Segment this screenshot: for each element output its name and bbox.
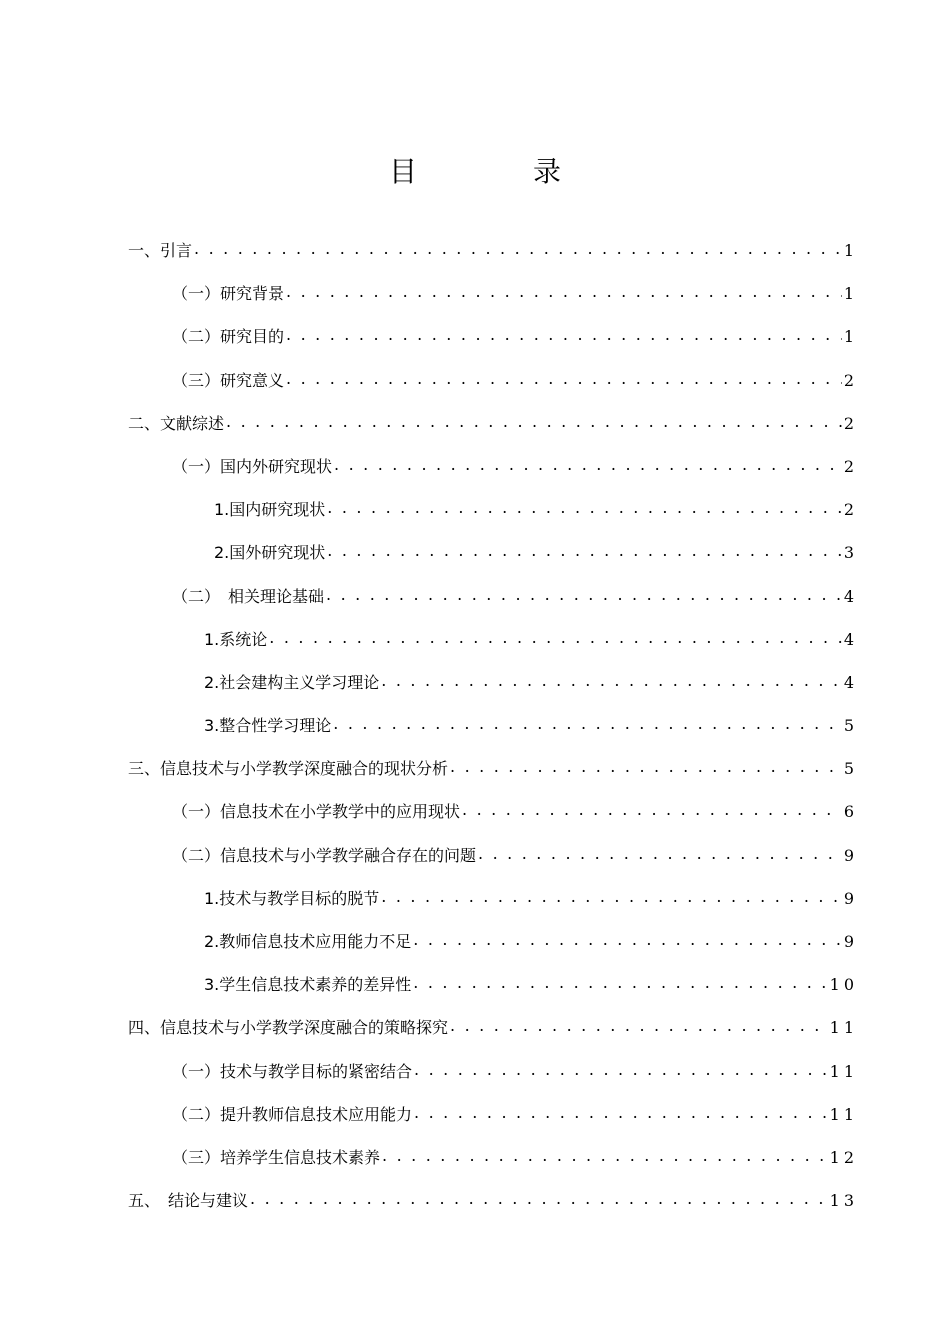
toc-entry-label: 3.学生信息技术素养的差异性 — [204, 975, 412, 995]
toc-entry-page-number: 2 — [843, 413, 858, 433]
toc-entry-page-number: 11 — [829, 1018, 858, 1038]
toc-entry-label: 3.整合性学习理论 — [204, 716, 332, 736]
toc-entry-page-number: 2 — [843, 456, 858, 476]
toc-entry-page-number: 3 — [843, 543, 858, 563]
toc-entry-dot-leader — [286, 357, 842, 400]
toc-entry[interactable] — [128, 1006, 858, 1049]
toc-entry-dot-leader — [450, 745, 842, 788]
toc-entry-page-number: 9 — [843, 888, 858, 908]
toc-entry[interactable] — [128, 488, 858, 531]
toc-entry[interactable] — [128, 1050, 858, 1093]
toc-entry-page-number: 1 — [843, 327, 858, 347]
toc-entry-label: （一）研究背景 — [172, 284, 285, 304]
toc-entry-label: 1.系统论 — [204, 629, 268, 649]
toc-entry-dot-leader — [286, 270, 842, 313]
toc-entry-page-number: 9 — [843, 932, 858, 951]
toc-entry-dot-leader — [381, 875, 842, 918]
toc-entry-dot-leader — [326, 573, 842, 616]
toc-entry-page-number: 5 — [843, 716, 858, 736]
toc-entry-page-number: 4 — [843, 672, 858, 692]
toc-entry-page-number: 1 — [843, 284, 858, 304]
toc-entry-dot-leader — [413, 918, 842, 961]
toc-entry-label: （二）信息技术与小学教学融合存在的问题 — [172, 845, 477, 865]
toc-entry[interactable] — [128, 272, 858, 315]
toc-entry-dot-leader — [414, 1091, 828, 1134]
toc-entry-page-number: 2 — [843, 370, 858, 390]
toc-entry-dot-leader — [462, 788, 842, 831]
toc-entry-label: 2.国外研究现状 — [214, 543, 326, 563]
toc-entry-label: （一）信息技术在小学教学中的应用现状 — [172, 802, 461, 822]
toc-entry[interactable] — [128, 790, 858, 833]
toc-entry[interactable] — [128, 704, 858, 747]
toc-entry-page-number: 10 — [829, 975, 858, 995]
toc-entry-label: 1.技术与教学目标的脱节 — [204, 888, 380, 908]
toc-entry-label: 三、信息技术与小学教学深度融合的现状分析 — [128, 759, 449, 779]
toc-entry-label: （二）提升教师信息技术应用能力 — [172, 1104, 413, 1124]
toc-entry-page-number: 6 — [843, 802, 858, 822]
toc-entry[interactable] — [128, 575, 858, 618]
toc-entry-label: （三）培养学生信息技术素养 — [172, 1147, 381, 1167]
toc-entry-dot-leader — [478, 832, 842, 875]
toc-entry-page-number: 13 — [829, 1191, 858, 1211]
toc-entry[interactable] — [128, 1136, 858, 1179]
toc-entry[interactable] — [128, 1093, 858, 1136]
toc-entry-label: 1.国内研究现状 — [214, 500, 326, 520]
toc-entry[interactable] — [128, 1179, 858, 1222]
toc-entry-dot-leader — [333, 702, 842, 745]
toc-entry-page-number: 11 — [829, 1104, 858, 1124]
toc-entry[interactable] — [128, 445, 858, 488]
toc-entry-page-number: 9 — [843, 845, 858, 865]
toc-entry[interactable] — [128, 359, 858, 402]
toc-entry-label: 二、文献综述 — [128, 413, 225, 433]
toc-entry-label: （二）研究目的 — [172, 327, 285, 347]
toc-entry-label: 五、 结论与建议 — [128, 1191, 249, 1211]
toc-entry-label: （二） 相关理论基础 — [172, 586, 325, 606]
toc-entry-dot-leader — [327, 529, 842, 572]
toc-entry-label: （一）技术与教学目标的紧密结合 — [172, 1061, 413, 1081]
toc-entry[interactable] — [128, 661, 858, 704]
toc-entry[interactable] — [128, 834, 858, 877]
toc-entry[interactable] — [128, 315, 858, 358]
table-of-contents — [128, 229, 858, 1222]
toc-entry-dot-leader — [334, 443, 842, 486]
toc-entry[interactable] — [128, 920, 858, 963]
toc-entry-label: 四、信息技术与小学教学深度融合的策略探究 — [128, 1018, 449, 1038]
toc-entry-dot-leader — [327, 486, 842, 529]
toc-entry[interactable] — [128, 531, 858, 574]
toc-entry[interactable] — [128, 618, 858, 661]
toc-entry-dot-leader — [194, 227, 842, 270]
toc-entry-dot-leader — [226, 400, 842, 443]
toc-entry-page-number: 4 — [843, 629, 858, 649]
toc-entry-dot-leader — [381, 659, 842, 702]
toc-entry-dot-leader — [413, 961, 827, 1004]
toc-entry-page-number: 1 — [843, 241, 858, 260]
toc-entry-dot-leader — [450, 1004, 828, 1047]
toc-entry-page-number: 12 — [829, 1147, 858, 1167]
toc-entry-page-number: 4 — [843, 586, 858, 606]
toc-title: 目 录 — [388, 155, 605, 188]
toc-entry-dot-leader — [382, 1134, 828, 1177]
toc-entry-dot-leader — [250, 1177, 828, 1220]
toc-entry-dot-leader — [286, 313, 842, 356]
toc-entry[interactable] — [128, 229, 858, 272]
toc-entry-label: （三）研究意义 — [172, 370, 285, 390]
toc-entry-dot-leader — [414, 1048, 828, 1091]
toc-entry-dot-leader — [269, 616, 842, 659]
toc-entry[interactable] — [128, 402, 858, 445]
toc-entry[interactable] — [128, 963, 858, 1006]
toc-entry[interactable] — [128, 877, 858, 920]
toc-entry[interactable] — [128, 747, 858, 790]
toc-entry-page-number: 11 — [829, 1061, 858, 1081]
toc-entry-label: 2.教师信息技术应用能力不足 — [204, 932, 412, 951]
toc-entry-page-number: 5 — [843, 759, 858, 779]
toc-entry-label: （一）国内外研究现状 — [172, 456, 333, 476]
toc-entry-label: 2.社会建构主义学习理论 — [204, 672, 380, 692]
toc-entry-label: 一、引言 — [128, 241, 193, 260]
toc-entry-page-number: 2 — [843, 500, 858, 520]
